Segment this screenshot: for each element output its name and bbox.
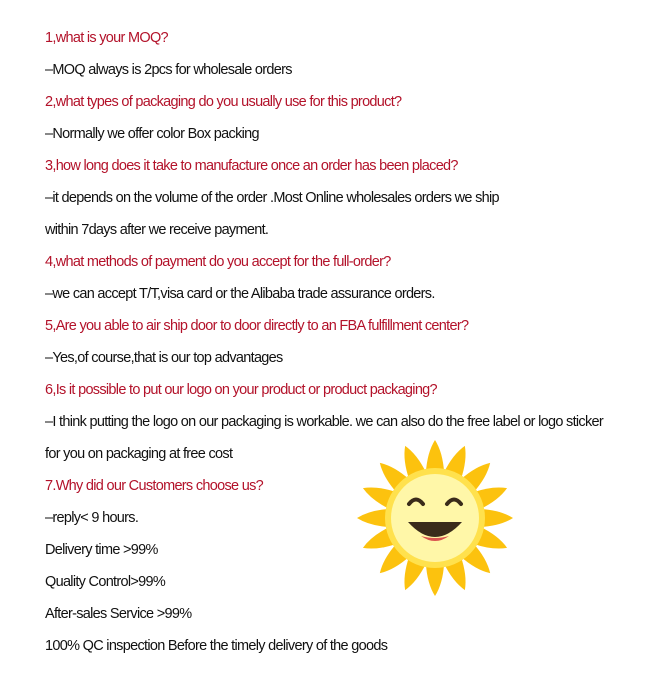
faq-question-7: 7.Why did our Customers choose us?: [45, 478, 263, 494]
smiling-sun-icon: [355, 438, 515, 598]
faq-answer-7-delivery: Delivery time >99%: [45, 542, 158, 558]
faq-answer-1: –MOQ always is 2pcs for wholesale orders: [45, 62, 292, 78]
faq-answer-7-after-sales: After-sales Service >99%: [45, 606, 192, 622]
faq-answer-4: –we can accept T/T,visa card or the Alibaba trade assurance orders.: [45, 286, 435, 302]
sun-petal: [480, 509, 513, 527]
faq-answer-5: –Yes,of course,that is our top advantages: [45, 350, 283, 366]
faq-question-3: 3,how long does it take to manufacture once an order has been placed?: [45, 158, 458, 174]
faq-answer-2: –Normally we offer color Box packing: [45, 126, 259, 142]
faq-question-2: 2,what types of packaging do you usually use for this product?: [45, 94, 402, 110]
faq-question-1: 1,what is your MOQ?: [45, 30, 168, 46]
faq-answer-7-reply: –reply< 9 hours.: [45, 510, 139, 526]
faq-answer-3: –it depends on the volume of the order .Most Online wholesales orders we ship: [45, 190, 499, 206]
faq-answer-7-quality: Quality Control>99%: [45, 574, 166, 590]
faq-answer-7-inspection: 100% QC inspection Before the timely delivery of the goods: [45, 638, 388, 654]
sun-petal: [357, 509, 390, 527]
sun-face: [391, 474, 479, 562]
sun-petal: [426, 563, 444, 596]
faq-answer-3-continued: within 7days after we receive payment.: [45, 222, 269, 238]
sun-petal: [426, 440, 444, 473]
faq-answer-6: –I think putting the logo on our packaging is workable. we can also do the free label or logo sticker: [45, 414, 604, 430]
faq-question-5: 5,Are you able to air ship door to door directly to an FBA fulfillment center?: [45, 318, 469, 334]
faq-question-4: 4,what methods of payment do you accept for the full-order?: [45, 254, 391, 270]
faq-answer-6-continued: for you on packaging at free cost: [45, 446, 233, 462]
faq-question-6: 6,Is it possible to put our logo on your product or product packaging?: [45, 382, 437, 398]
